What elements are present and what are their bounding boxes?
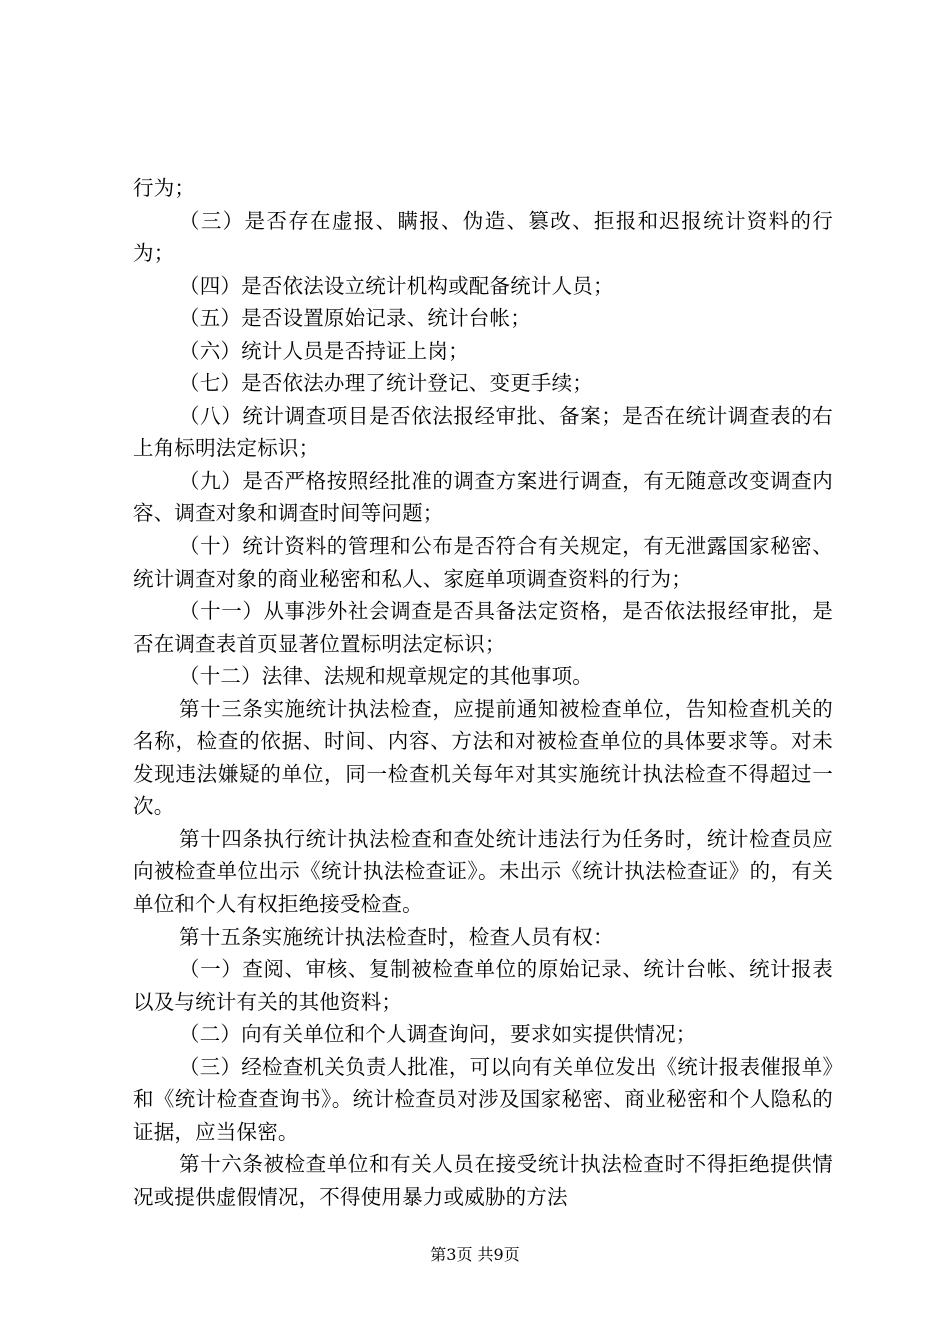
page-footer: 第3页 共9页: [430, 1245, 520, 1264]
paragraph: （九）是否严格按照经批准的调查方案进行调查，有无随意改变调查内容、调查对象和调查时间等问题；: [133, 468, 833, 526]
paragraph: （十）统计资料的管理和公布是否符合有关规定，有无泄露国家秘密、统计调查对象的商业秘密和私人、家庭单项调查资料的行为；: [133, 534, 833, 591]
paragraph: （四）是否依法设立统计机构或配备统计人员；: [179, 273, 614, 298]
paragraph: （十二）法律、法规和规章规定的其他事项。: [179, 664, 593, 689]
paragraph: （七）是否依法办理了统计登记、变更手续；: [179, 371, 593, 396]
paragraph: （一）查阅、审核、复制被检查单位的原始记录、统计台帐、统计报表以及与统计有关的其他资料；: [133, 957, 833, 1014]
paragraph: （十一）从事涉外社会调查是否具备法定资格，是否依法报经审批，是否在调查表首页显著位置标明法定标识；: [133, 599, 833, 656]
paragraph: （三）经检查机关负责人批准，可以向有关单位发出《统计报表催报单》和《统计检查查询书》。统计检查员对涉及国家秘密、商业秘密和个人隐私的证据，应当保密。: [133, 1054, 833, 1144]
paragraph: 第十六条被检查单位和有关人员在接受统计执法检查时不得拒绝提供情况或提供虚假情况，不得使用暴力或威胁的方法: [133, 1152, 833, 1209]
paragraph: （六）统计人员是否持证上岗；: [179, 338, 469, 363]
paragraph: 行为；: [133, 176, 196, 200]
paragraph: （五）是否设置原始记录、统计台帐；: [179, 306, 531, 331]
paragraph: （八）统计调查项目是否依法报经审批、备案；是否在统计调查表的右上角标明法定标识；: [133, 403, 833, 461]
paragraph: （二）向有关单位和个人调查询问，要求如实提供情况；: [179, 1022, 697, 1047]
paragraph: 第十三条实施统计执法检查，应提前通知被检查单位，告知检查机关的名称，检查的依据、时间、内容、方法和对被检查单位的具体要求等。对未发现违法嫌疑的单位，同一检查机关每年对其实施统计执法检查不得超过一次。: [133, 696, 833, 819]
document-body: [133, 172, 833, 1214]
paragraph: （三）是否存在虚报、瞒报、伪造、篡改、拒报和迟报统计资料的行为；: [133, 208, 833, 266]
paragraph: 第十五条实施统计执法检查时，检查人员有权：: [179, 924, 614, 949]
paragraph: 第十四条执行统计执法检查和查处统计违法行为任务时，统计检查员应向被检查单位出示《统计执法检查证》。未出示《统计执法检查证》的，有关单位和个人有权拒绝接受检查。: [133, 826, 833, 917]
